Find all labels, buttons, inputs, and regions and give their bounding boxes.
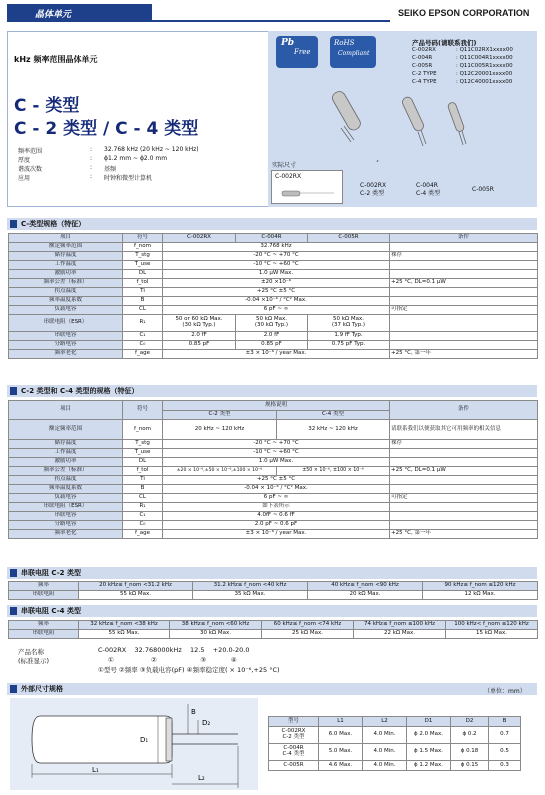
spec-row: 谐波次数 : 基频 bbox=[18, 164, 117, 173]
col-symbol: 符号 bbox=[123, 234, 163, 243]
table-row: 串联电容 C₁ 4.0fF ~ 0.6 fF bbox=[9, 512, 538, 521]
col-c004r: C-004R bbox=[236, 234, 308, 243]
table-row: 频率老化 f_age ±3 × 10⁻⁶ / year Max. +25 °C, 第一年 bbox=[9, 530, 538, 539]
title-c-type: C - 类型 bbox=[14, 96, 80, 116]
crystal-label-c002rx: C-002RX C-2 类型 bbox=[360, 182, 387, 197]
header-title: 晶体单元 bbox=[35, 10, 72, 20]
b-label: B bbox=[191, 708, 196, 716]
crystal-c005r-image bbox=[447, 102, 466, 145]
crystal-c004r-image bbox=[401, 96, 426, 146]
esr-c4-table: 频率 32 kHz≤ f_nom <38 kHz 38 kHz≤ f_nom <60 kHz 60 kHz≤ f_nom <74 kHz 74 kHz≤ f_nom ≤100 kHz 100 kHz< f_nom ≤120 kHz 串联电阻 55 kΩ Max. 30 kΩ Max. 25 kΩ Max. 22 kΩ Max. 15 kΩ Max. bbox=[8, 620, 538, 639]
header-rule bbox=[152, 20, 390, 22]
crystal-label-c004r: C-004R C-4 类型 bbox=[416, 182, 441, 197]
table-row: 串联电容 C₁ 2.0 fF 2.0 fF 1.9 fF Typ. bbox=[9, 332, 538, 341]
table-row: 储存温度 T_stg -20 °C ~ +70 °C 裸存 bbox=[9, 440, 538, 449]
dimension-table: 型号 L1 L2 D1 D2 B C-002RX C-2 类型 6.0 Max. 4.0 Min. ϕ 2.0 Max. ϕ 0.2 0.7 C-004R C-4 类型 5.0 Max. 4.0 Min. ϕ 1.5 Max. ϕ 0.18 0.5 C-005R 4.6 Max. 4.0 Min. ϕ 1.2 Max. ϕ 0.15 0.3 bbox=[268, 716, 521, 771]
col-condition: 条件 bbox=[390, 234, 538, 243]
corp-name: SEIKO EPSON CORPORATION bbox=[398, 8, 530, 18]
section-c-type-specs: C-类型规格（特征） bbox=[7, 218, 537, 230]
col-item: 项目 bbox=[9, 234, 123, 243]
part-number-row: C-2 TYPE : Q12C20001xxxx00 bbox=[412, 71, 513, 77]
table-row: 频率公差（标准） f_tol ±20 × 10⁻⁶,±50 × 10⁻⁶,±100 × 10⁻⁶ ±50 × 10⁻⁶, ±100 × 10⁻⁶ +25 °C, DL=0.1 μW bbox=[9, 467, 538, 476]
product-code-markers: ① ② ③ ④ bbox=[108, 656, 237, 664]
c2-c4-spec-table: 项目 符号 规格说明 条件 C-2 类型 C-4 类型 额定频率范围 f_nom 20 kHz ~ 120 kHz 32 kHz ~ 120 kHz 请联系我们以便获取其它可用频率的相关信息 储存温度 T_stg -20 °C ~ +70 °C 裸存 工作温度 T_use -10 °C ~ +60 °C 激励功率 DL 1.0 μW Max. 频率公差（标准） f_tol ±20 × 10⁻⁶,±50 × 10⁻⁶,±100 × 10⁻⁶ ±50 × 10⁻⁶, ±100 × 10⁻⁶ +25 °C, DL=0.1 μW 拐点温度 Ti +25 °C ±5 °C 频率温度系数 B -0.04 × 10⁻⁶ / °C² Max. 负载电容 CL 6 pF ~ ∞ 可指定 串联电阻（ESR） R₁ 如下表所示 串联电容 C₁ 4.0fF ~ 0.6 fF 分路电容 C₀ 2.0 pF ~ 0.6 pF 频率老化 f_age ±3 × 10⁻⁶ / year Max. +25 °C, 第一年 bbox=[8, 400, 538, 539]
part-number-row: C-002RX : Q11C02RX1xxxx00 bbox=[412, 47, 513, 53]
table-row: 额定频率范围 f_nom 20 kHz ~ 120 kHz 32 kHz ~ 120 kHz 请联系我们以便获取其它可用频率的相关信息 bbox=[9, 420, 538, 440]
col-c005r: C-005R bbox=[308, 234, 390, 243]
part-number-title: 产品号码(请联系我们) bbox=[412, 39, 477, 47]
table-row: 负载电容 CL 6 pF ~ ∞ 可指定 bbox=[9, 494, 538, 503]
crystal-product-images bbox=[330, 82, 480, 162]
d1-label: D₁ bbox=[140, 736, 149, 744]
actual-size-label: 实际尺寸 bbox=[272, 162, 297, 169]
standard-display-label: (标准显示) bbox=[18, 657, 50, 665]
crystal-label-c005r: C-005R bbox=[472, 186, 494, 193]
part-number-row: C-004R : Q11C004R1xxxx00 bbox=[412, 55, 513, 61]
section-c2-c4-specs: C-2 类型和 C-4 类型的规格（特征） bbox=[7, 385, 537, 397]
section-dimensions: 外部尺寸规格 bbox=[7, 683, 537, 695]
product-code-example: C-002RX 32.768000kHz 12.5 +20.0-20.0 bbox=[98, 646, 250, 654]
table-row: 串联电阻（ESR） R₁ 50 or 60 kΩ Max. (30 kΩ Typ.) 50 kΩ Max. (30 kΩ Typ.) 50 kΩ Max. (37 kΩ Typ.) bbox=[9, 315, 538, 332]
esr-c2-table: 频率 20 kHz≤ f_nom <31.2 kHz 31.2 kHz≤ f_nom <40 kHz 40 kHz≤ f_nom <90 kHz 90 kHz≤ f_nom ≤120 kHz 串联电阻 55 kΩ Max. 35 kΩ Max. 20 kΩ Max. 12 kΩ Max. bbox=[8, 581, 538, 600]
table-row: 激励功率 DL 1.0 μW Max. bbox=[9, 270, 538, 279]
actual-size-box bbox=[271, 170, 343, 204]
part-number-row: C-005R : Q11C005R1xxxx00 bbox=[412, 63, 513, 69]
table-row: 储存温度 T_stg -20 °C ~ +70 °C 裸存 bbox=[9, 252, 538, 261]
l2-label: L₂ bbox=[198, 774, 205, 782]
table-row: 串联电阻 55 kΩ Max. 35 kΩ Max. 20 kΩ Max. 12 kΩ Max. bbox=[9, 591, 538, 600]
section-esr-c2: 串联电阻 C-2 类型 bbox=[7, 567, 537, 579]
table-row: 拐点温度 Ti +25 °C ±5 °C bbox=[9, 288, 538, 297]
pb-free-logo: Pb Free bbox=[276, 36, 318, 68]
crystal-seal bbox=[166, 718, 172, 761]
unit-label: （单位：mm） bbox=[484, 688, 526, 695]
table-row: 激励功率 DL 1.0 μW Max. bbox=[9, 458, 538, 467]
table-row: C-005R 4.6 Max. 4.0 Min. ϕ 1.2 Max. ϕ 0.15 0.3 bbox=[269, 761, 521, 771]
d2-label: D₂ bbox=[202, 719, 211, 727]
table-row: 串联电阻 55 kΩ Max. 30 kΩ Max. 25 kΩ Max. 22 kΩ Max. 15 kΩ Max. bbox=[9, 630, 538, 639]
subtitle: kHz 频率范围晶体单元 bbox=[14, 55, 98, 64]
table-row: 额定频率范围 f_nom 32.768 kHz bbox=[9, 243, 538, 252]
table-row: 频率老化 f_age ±3 × 10⁻⁶ / year Max. +25 °C, 第一年 bbox=[9, 350, 538, 359]
product-code-legend: ①型号 ②频率 ③负载电容(pF) ④频率稳定度( × 10⁻⁶,+25 °C) bbox=[98, 666, 280, 674]
dimension-drawing bbox=[10, 698, 258, 790]
product-name-label: 产品名称 bbox=[18, 648, 44, 656]
table-row: C-004R C-4 类型 5.0 Max. 4.0 Min. ϕ 1.5 Max. ϕ 0.18 0.5 bbox=[269, 744, 521, 761]
part-number-row: C-4 TYPE : Q12C40001xxxx00 bbox=[412, 79, 513, 85]
spec-row: 频率范围 : 32.768 kHz (20 kHz ~ 120 kHz) bbox=[18, 146, 199, 155]
table-row: 串联电阻（ESR） R₁ 如下表所示 bbox=[9, 503, 538, 512]
spec-row: 应用 : 时钟和微型计算机 bbox=[18, 173, 153, 182]
crystal-body bbox=[32, 716, 172, 763]
c-type-spec-table bbox=[8, 233, 538, 359]
table-row: 频率温度系数 B -0.04 × 10⁻⁶ / °C² Max. bbox=[9, 485, 538, 494]
title-c2-c4-type: C - 2 类型 / C - 4 类型 bbox=[14, 119, 199, 139]
table-row: 工作温度 T_use -10 °C ~ +60 °C bbox=[9, 449, 538, 458]
table-row: C-002RX C-2 类型 6.0 Max. 4.0 Min. ϕ 2.0 Max. ϕ 0.2 0.7 bbox=[269, 727, 521, 744]
table-row: 工作温度 T_use -10 °C ~ +60 °C bbox=[9, 261, 538, 270]
rohs-compliant-logo: RoHS Compliant bbox=[330, 36, 376, 68]
table-row: 负载电容 CL 6 pF ~ ∞ 可指定 bbox=[9, 306, 538, 315]
actual-size-box-label: C-002RX bbox=[275, 173, 302, 180]
table-row: 分路电容 C₀ 2.0 pF ~ 0.6 pF bbox=[9, 521, 538, 530]
crystal-leads bbox=[340, 126, 360, 142]
table-row: 频率温度系数 B -0.04 ×10⁻⁶ / °C² Max. bbox=[9, 297, 538, 306]
table-row: 频率公差（标准） f_tol ±20 ×10⁻⁶ +25 °C, DL=0.1 μW bbox=[9, 279, 538, 288]
table-row: 拐点温度 Ti +25 °C ±5 °C bbox=[9, 476, 538, 485]
table-row: 分路电容 C₀ 0.85 pF 0.85 pF 0.75 pF Typ. bbox=[9, 341, 538, 350]
actual-size-crystal-icon bbox=[274, 187, 344, 201]
spec-row: 厚度 : ϕ1.2 mm ~ ϕ2.0 mm bbox=[18, 155, 168, 164]
header-tab bbox=[7, 4, 152, 22]
col-c002rx: C-002RX bbox=[163, 234, 236, 243]
l1-label: L₁ bbox=[92, 766, 99, 774]
section-esr-c4: 串联电阻 C-4 类型 bbox=[7, 605, 537, 617]
